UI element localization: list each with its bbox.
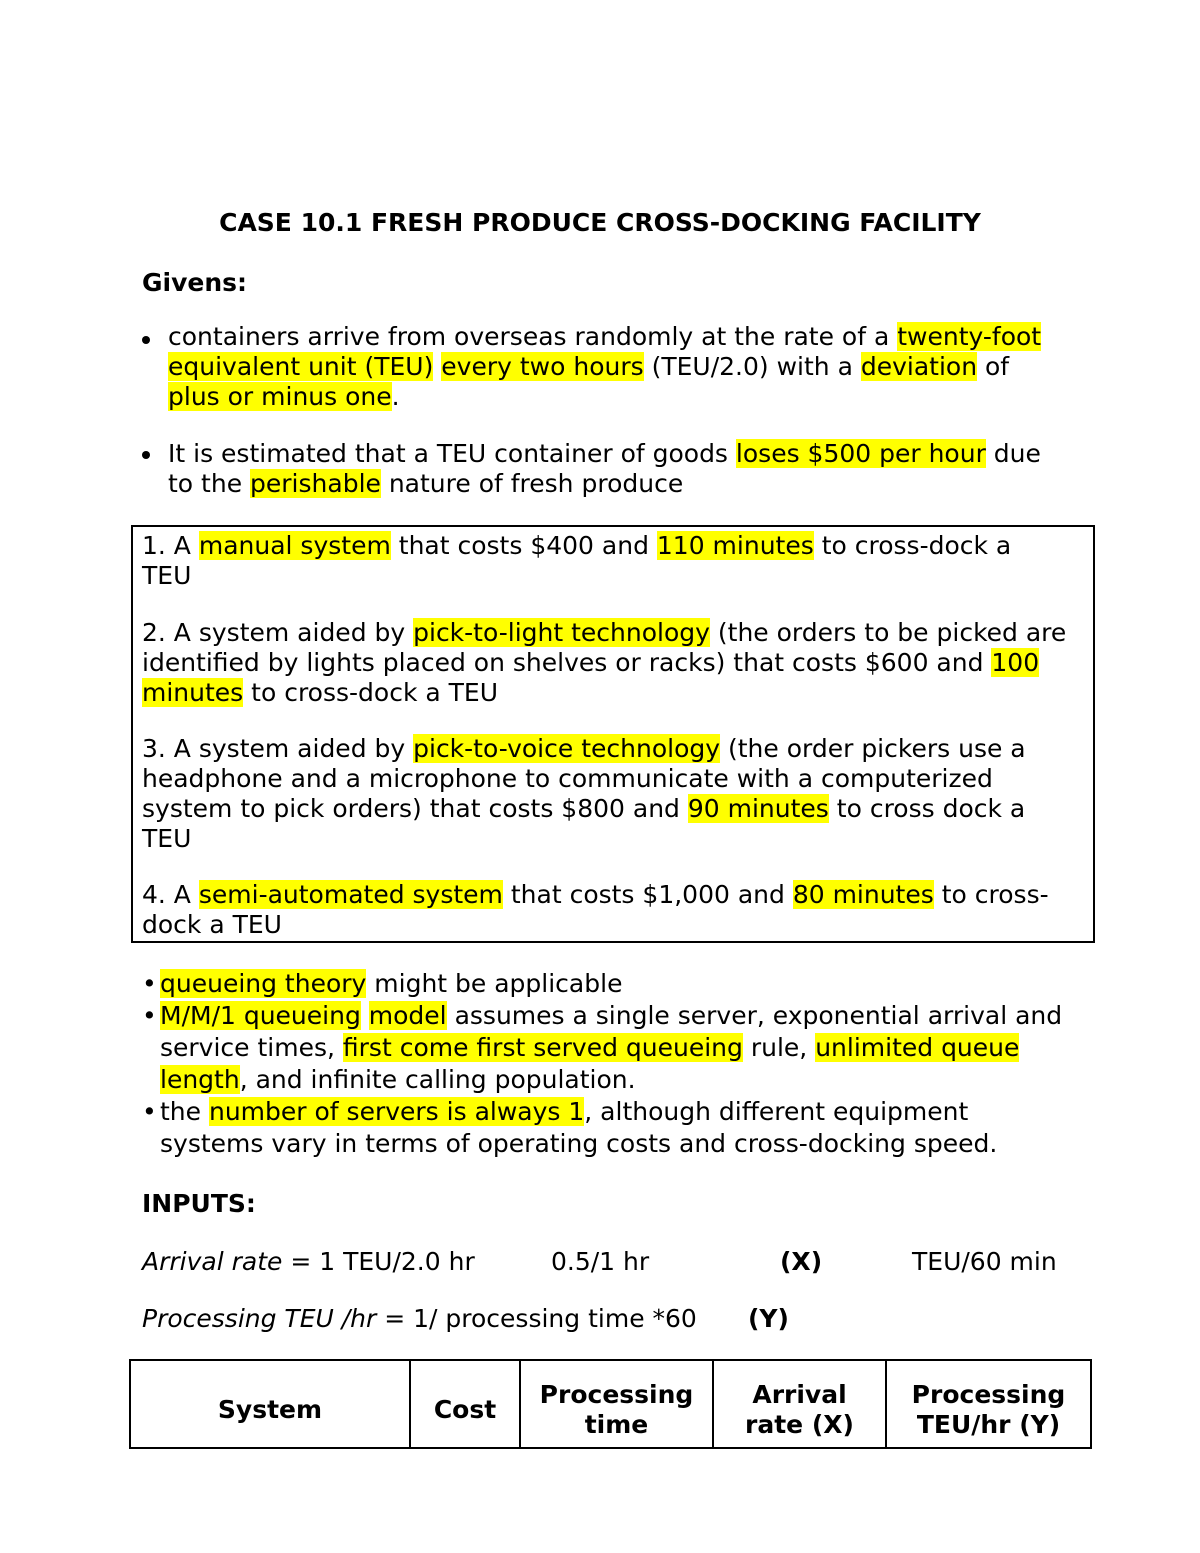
arrival-rate-formula: Arrival rate = 1 TEU/2.0 hr: [142, 1247, 475, 1276]
option-4: 4. A semi-automated system that costs $1,000 and 80 minutes to cross- dock a TEU: [142, 880, 1049, 939]
givens-bullet-1: containers arrive from overseas randomly at the rate of a twenty-foot equivalent unit (TEU) every two hours (TEU/2.0) with a deviation of plus or minus one.: [168, 322, 1042, 411]
option-2: 2. A system aided by pick-to-light technology (the orders to be picked are identified by lights placed on shelves or racks) that costs $600 and 100 minutes to cross-dock a TEU: [142, 618, 1067, 707]
note-1: queueing theory might be applicable: [160, 969, 623, 998]
bullet-icon: •: [142, 969, 157, 998]
header-arrival-rate: Arrival rate (X): [713, 1360, 886, 1448]
header-processing-teu: Processing TEU/hr (Y): [886, 1360, 1091, 1448]
givens-bullet-2: It is estimated that a TEU container of goods loses $500 per hour due to the perishable nature of fresh produce: [168, 439, 1041, 498]
processing-var: (Y): [748, 1304, 789, 1333]
bullet-icon: [142, 336, 150, 344]
bullet-icon: •: [142, 1001, 157, 1030]
givens-heading: Givens:: [142, 268, 248, 297]
header-cost: Cost: [410, 1360, 520, 1448]
header-system: System: [130, 1360, 410, 1448]
results-table: [129, 1359, 1092, 1449]
bullet-icon: [142, 451, 150, 459]
option-3: 3. A system aided by pick-to-voice technology (the order pickers use a headphone and a microphone to communicate with a computerized system to pick orders) that costs $800 and 90 minutes to cross dock a TEU: [142, 734, 1026, 853]
arrival-rate-var: (X): [780, 1247, 823, 1276]
header-processing-time: Processing time: [520, 1360, 713, 1448]
arrival-rate-unit: TEU/60 min: [912, 1247, 1057, 1276]
options-box: [131, 525, 1095, 943]
bullet-icon: •: [142, 1097, 157, 1126]
note-3: the number of servers is always 1, although different equipment systems vary in terms of operating costs and cross-docking speed.: [160, 1097, 998, 1158]
option-1: 1. A manual system that costs $400 and 110 minutes to cross-dock a TEU: [142, 531, 1012, 590]
table-header-row: [130, 1360, 1091, 1448]
inputs-heading: INPUTS:: [142, 1189, 256, 1218]
processing-formula: Processing TEU /hr = 1/ processing time *60: [142, 1304, 697, 1333]
note-2: M/M/1 queueing model assumes a single server, exponential arrival and service times, first come first served queueing rule, unlimited queue length, and infinite calling population.: [160, 1001, 1063, 1094]
arrival-rate-alt: 0.5/1 hr: [551, 1247, 650, 1276]
page-title: CASE 10.1 FRESH PRODUCE CROSS-DOCKING FACILITY: [219, 208, 981, 237]
